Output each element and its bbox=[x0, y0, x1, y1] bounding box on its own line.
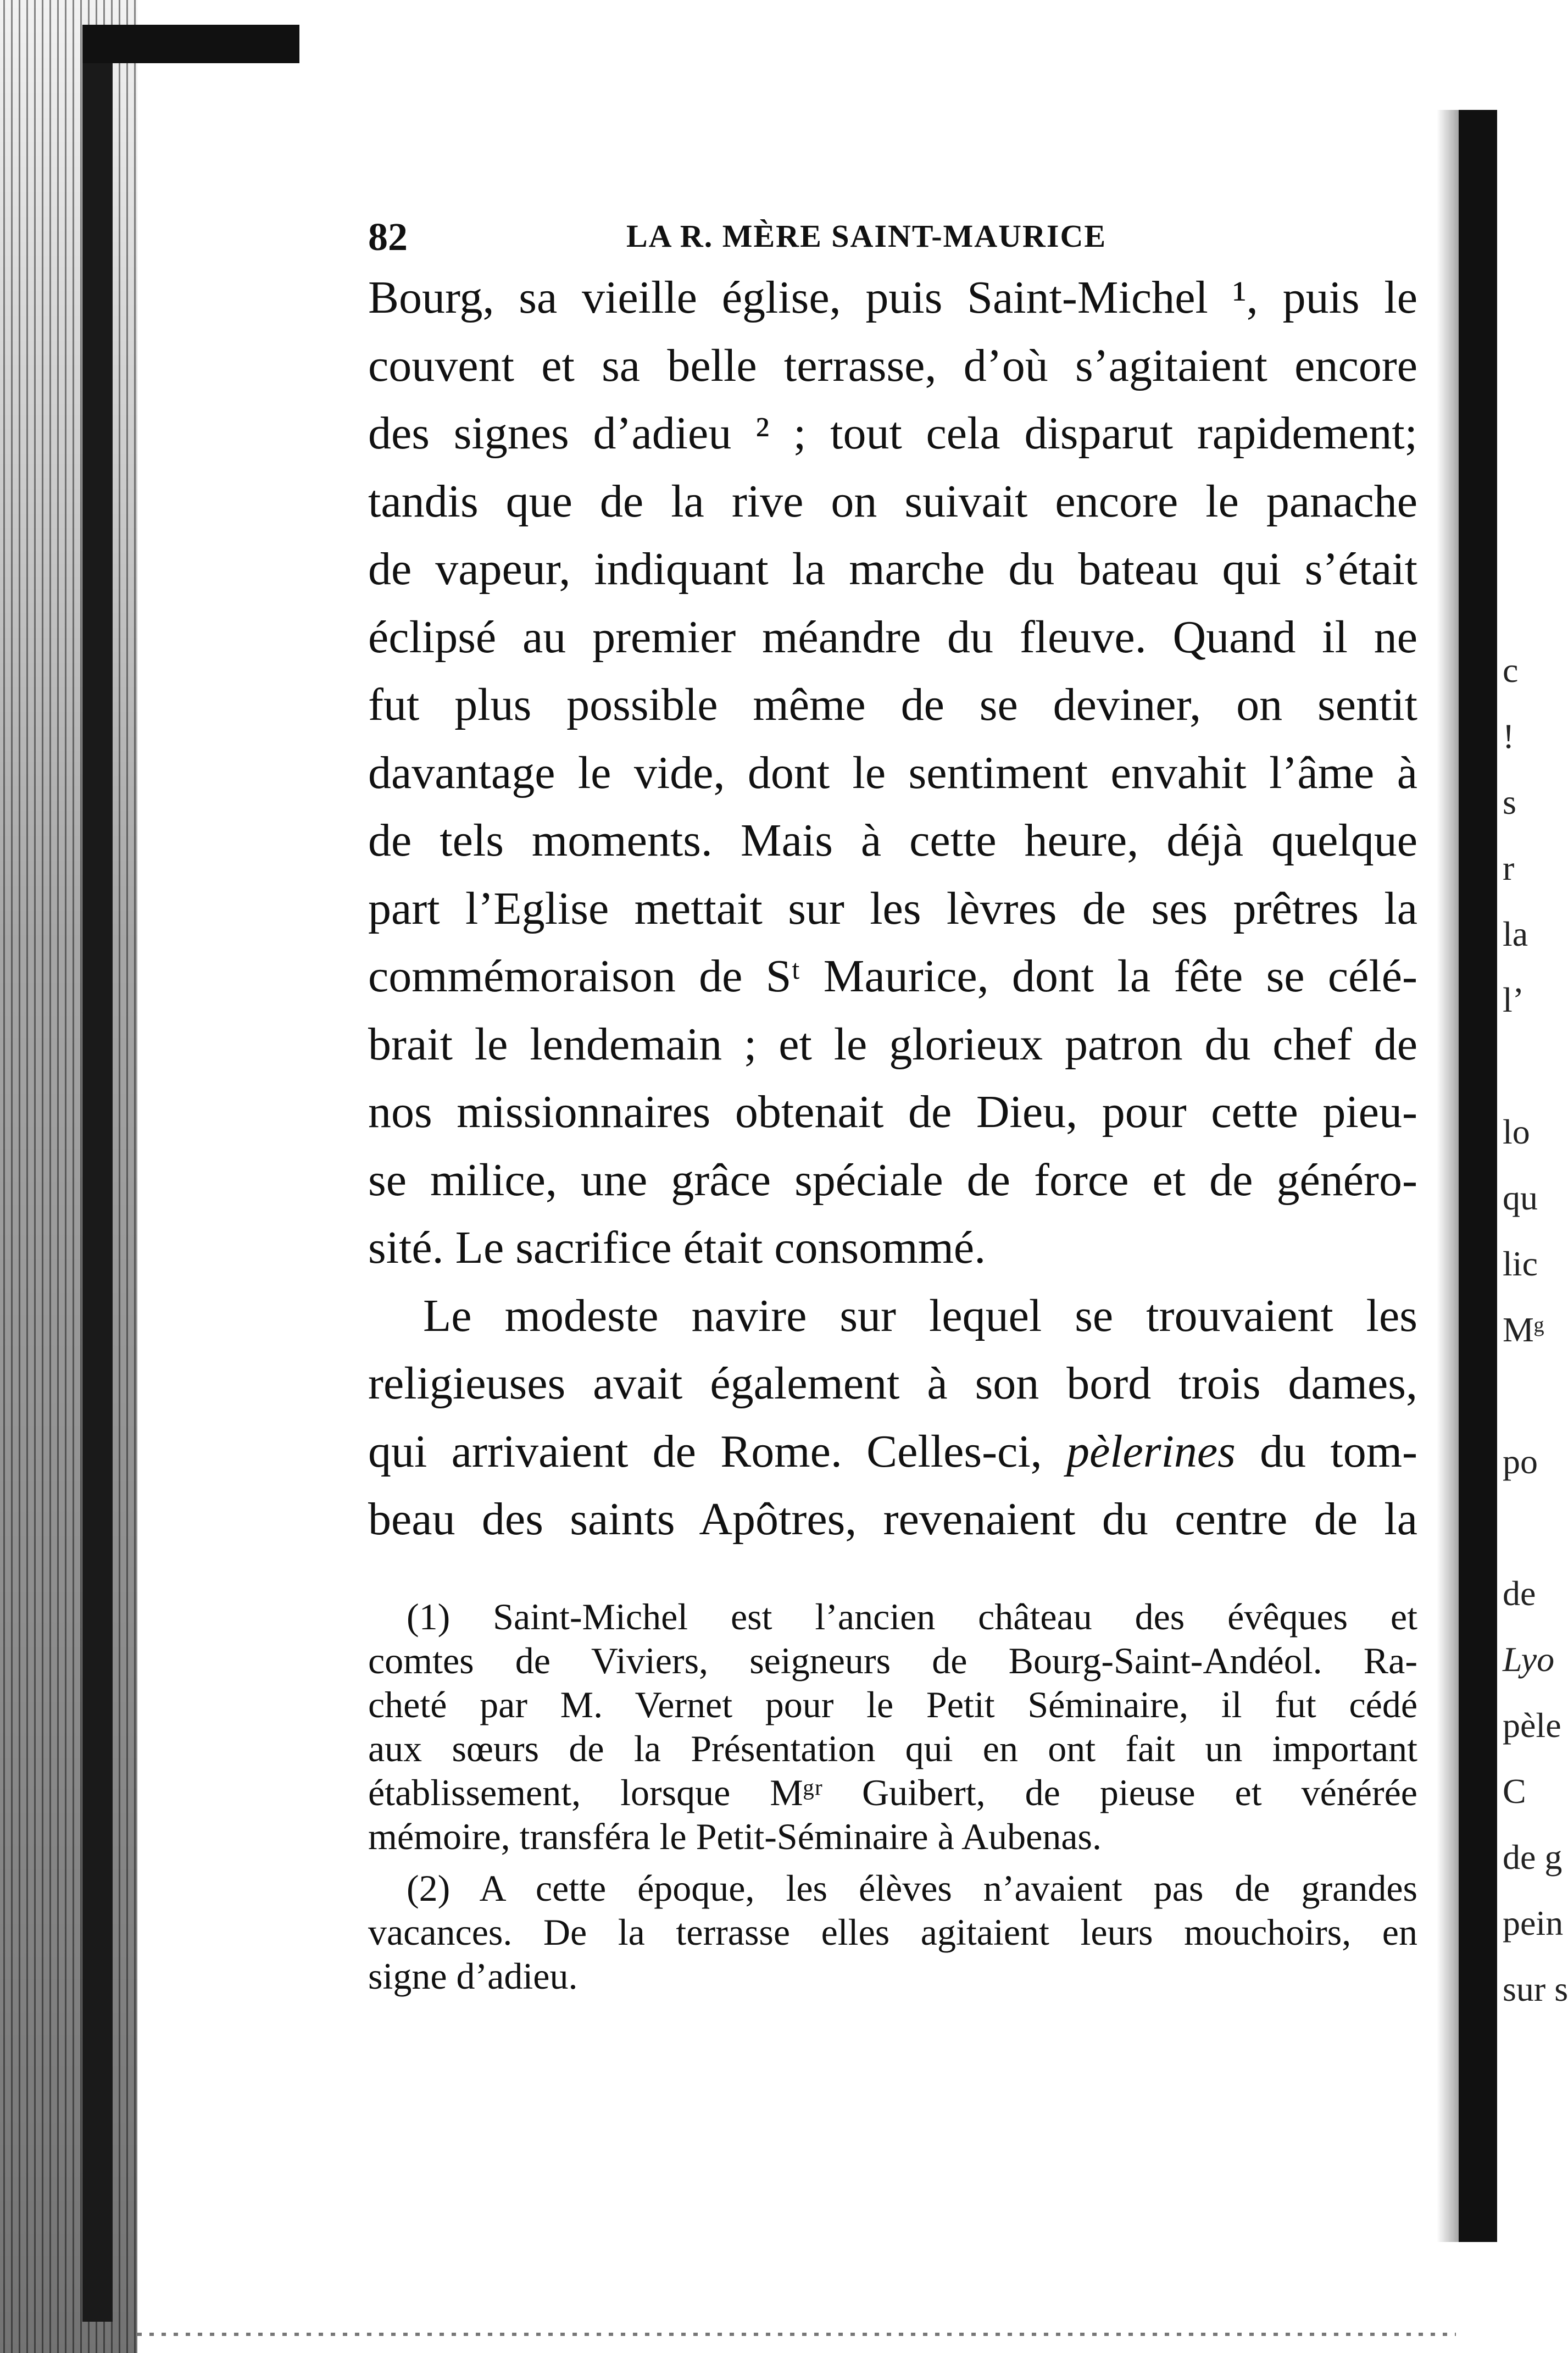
neighbor-fragment bbox=[1503, 1363, 1554, 1429]
text-line: sité. Le sacrifice était consommé. bbox=[368, 1222, 986, 1273]
neighbor-fragment: de bbox=[1503, 1574, 1536, 1613]
scan-top-corner-bar bbox=[82, 25, 299, 63]
page-number: 82 bbox=[368, 215, 408, 259]
footnote-2 bbox=[368, 1866, 1417, 1998]
neighbor-fragment: r bbox=[1503, 848, 1515, 887]
text-line: de vapeur, indiquant la marche du bateau qui s’était bbox=[368, 543, 1417, 595]
paragraph-1 bbox=[368, 264, 1417, 1282]
neighbor-fragment: lo bbox=[1503, 1112, 1530, 1151]
italic-word: pèlerines bbox=[1066, 1425, 1236, 1477]
footnote-line: (1) Saint-Michel est l’ancien château des évêques et bbox=[407, 1595, 1417, 1638]
footnote-line: cheté par M. Vernet pour le Petit Séminaire, il fut cédé bbox=[368, 1683, 1417, 1725]
text-line-with-italic bbox=[368, 1418, 1417, 1486]
scan-right-binding-bar bbox=[1459, 110, 1497, 2242]
body-text bbox=[368, 264, 1417, 1553]
neighbor-fragment: l’ bbox=[1503, 980, 1525, 1019]
page-header bbox=[368, 214, 1417, 264]
footnote-line: aux sœurs de la Présentation qui en ont fait un important bbox=[368, 1727, 1417, 1769]
text-line: brait le lendemain ; et le glorieux patron du chef de bbox=[368, 1018, 1417, 1070]
neighbor-fragment bbox=[1503, 1033, 1554, 1099]
text-segment: du tom- bbox=[1260, 1425, 1418, 1477]
neighbor-fragment: s bbox=[1503, 783, 1516, 822]
neighbor-fragment: pèle bbox=[1503, 1706, 1561, 1745]
text-segment: qui arrivaient de Rome. Celles-ci, bbox=[368, 1425, 1042, 1477]
text-line: éclipsé au premier méandre du fleuve. Quand il ne bbox=[368, 611, 1417, 663]
text-line: des signes d’adieu ² ; tout cela disparut rapidement; bbox=[368, 408, 1417, 459]
book-page bbox=[368, 214, 1417, 2006]
footnote-line: comtes de Viviers, seigneurs de Bourg-Saint-Andéol. Ra- bbox=[368, 1639, 1417, 1681]
text-line: commémoraison de Sᵗ Maurice, dont la fête se célé- bbox=[368, 951, 1417, 1002]
neighbor-fragment: C bbox=[1503, 1772, 1526, 1811]
footnote-line: vacances. De la terrasse elles agitaient leurs mouchoirs, en bbox=[368, 1911, 1417, 1953]
neighbor-fragment: sur s bbox=[1503, 1969, 1568, 2008]
neighbor-fragment: qu bbox=[1503, 1178, 1538, 1217]
text-line: nos missionnaires obtenait de Dieu, pour cette pieu- bbox=[368, 1086, 1417, 1137]
text-line: davantage le vide, dont le sentiment envahit l’âme à bbox=[368, 747, 1417, 798]
text-line: Bourg, sa vieille église, puis Saint-Michel ¹, puis le bbox=[368, 272, 1417, 323]
neighbor-fragment bbox=[1503, 1495, 1554, 1561]
scan-bottom-edge bbox=[137, 2333, 1456, 2336]
neighbor-fragment: de g bbox=[1503, 1838, 1563, 1877]
neighbor-fragment: po bbox=[1503, 1442, 1538, 1481]
spine-shadow bbox=[1437, 110, 1459, 2242]
footnotes bbox=[368, 1595, 1417, 1998]
running-title: LA R. MÈRE SAINT-MAURICE bbox=[626, 218, 1107, 254]
text-line: se milice, une grâce spéciale de force et de généro- bbox=[368, 1154, 1417, 1206]
footnote-line: (2) A cette époque, les élèves n’avaient pas de grandes bbox=[407, 1867, 1417, 1909]
neighbor-fragment: Lyo bbox=[1503, 1640, 1555, 1679]
text-line: de tels moments. Mais à cette heure, déjà quelque bbox=[368, 815, 1417, 866]
text-line: part l’Eglise mettait sur les lèvres de ses prêtres la bbox=[368, 883, 1417, 934]
footnote-1 bbox=[368, 1595, 1417, 1858]
neighbor-fragment: c bbox=[1503, 651, 1519, 690]
neighbor-page-fragment bbox=[1503, 637, 1568, 2022]
neighbor-fragment: la bbox=[1503, 914, 1528, 953]
neighbor-fragment: lic bbox=[1503, 1244, 1538, 1283]
footnote-line: signe d’adieu. bbox=[368, 1955, 578, 1997]
neighbor-fragment: pein bbox=[1503, 1904, 1564, 1943]
text-line: fut plus possible même de se deviner, on sentit bbox=[368, 679, 1417, 730]
neighbor-fragment: Mᵍ bbox=[1503, 1310, 1545, 1349]
footnote-line: mémoire, transféra le Petit-Séminaire à Aubenas. bbox=[368, 1815, 1102, 1857]
scan-left-edge bbox=[0, 0, 137, 2353]
text-line: religieuses avait également à son bord trois dames, bbox=[368, 1358, 1417, 1409]
text-line: Le modeste navire sur lequel se trouvaient les bbox=[423, 1290, 1417, 1341]
neighbor-fragment: ! bbox=[1503, 717, 1515, 756]
footnote-line: établissement, lorsque Mᵍʳ Guibert, de pieuse et vénérée bbox=[368, 1771, 1417, 1813]
text-line: tandis que de la rive on suivait encore le panache bbox=[368, 475, 1417, 527]
text-line: beau des saints Apôtres, revenaient du centre de la bbox=[368, 1494, 1417, 1545]
paragraph-2 bbox=[368, 1282, 1417, 1553]
text-line: couvent et sa belle terrasse, d’où s’agitaient encore bbox=[368, 340, 1417, 391]
scan-left-binding-bar bbox=[82, 25, 113, 2322]
